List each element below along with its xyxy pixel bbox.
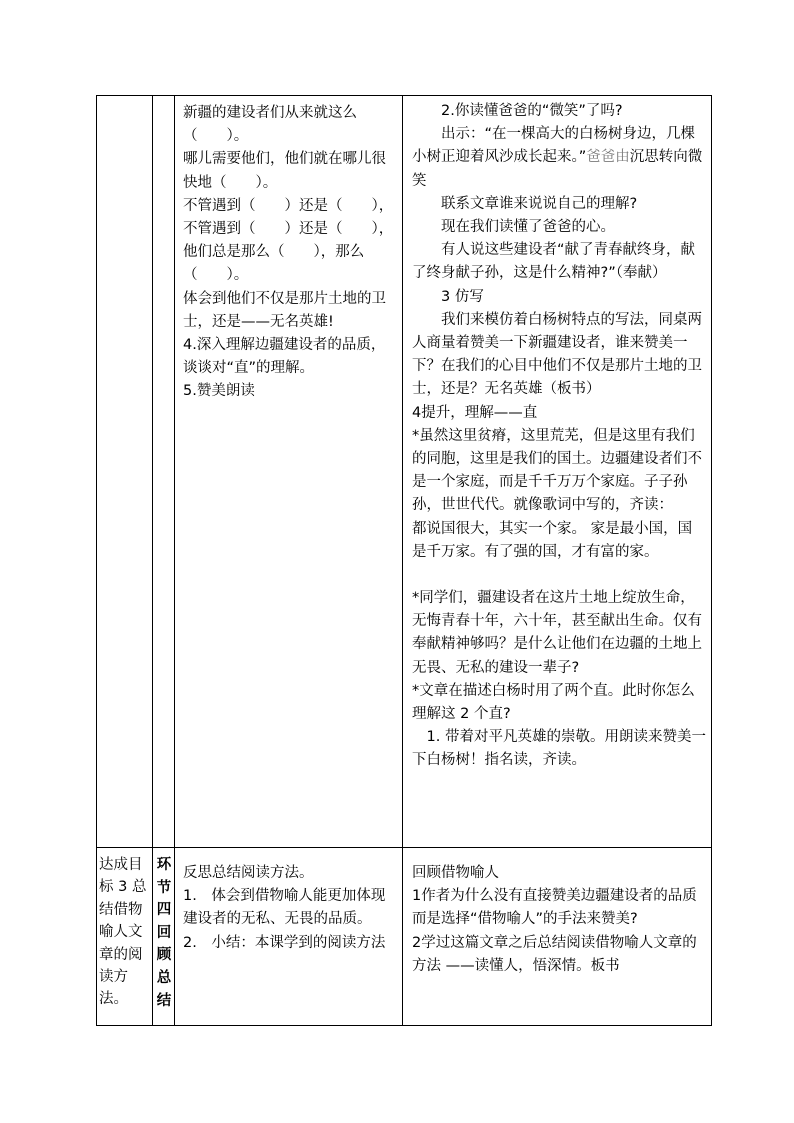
paragraph: 现在我们读懂了爸爸的心。 [441,219,615,236]
student-activity-cell [175,848,403,1026]
paragraph: *虽然这里贫瘠，这里荒芜，但是这里有我们的同胞，这里是我们的国土。边疆建设者们不是一个家庭，而是千千万万个家庭。子子孙孙，世世代代。就像歌词中写的，齐读： [412,427,702,514]
question-smile: 2.你读懂爸爸的“微笑”了吗? [441,103,623,119]
summary-line: 1. 体会到借物喻人能更加体现建设者的无私、无畏的品质。 [183,888,386,928]
understanding-line: 体会到他们不仅是那片土地的卫士，还是——无名英雄! [183,290,386,330]
display-quote: 出示：“在一棵高大的白杨树身边，几棵小树正迎着风沙成长起来。”爸爸由沉思转向微笑 [412,126,703,189]
paragraph: 联系文章谁来说说自己的理解? [441,195,638,212]
stage-cell-empty [153,96,175,848]
paragraph: 有人说这些建设者“献了青春献终身，献了终身献子孙，这是什么精神?”（奉献） [412,242,696,282]
fill-blank-line: 不管遇到（ ）还是（ ）， [183,197,394,214]
fill-blank-line: 他们总是那么（ ），那么（ ）。 [183,244,365,284]
fill-blank-line: 新疆的建设者们从来就这么（ ）。 [183,105,357,145]
goal-cell: 达成目标 3 总结借物喻人文章的阅读方法。 [97,848,153,1026]
fill-blank-line: 不管遇到（ ）还是（ ）， [183,221,394,238]
paragraph: 我们来模仿着白杨树特点的写法，同桌两人商量着赞美一下新疆建设者，谁来赞美一下？在我们的心目中他们不仅是那片土地的卫士，还是？无名英雄（板书） [412,311,702,398]
table-row [97,96,712,848]
teacher-activity-cell [403,848,712,1026]
review-line: 回顾借物喻人 [412,865,499,881]
table-row [97,848,712,1026]
step-5: 5.赞美朗读 [183,383,255,400]
fill-blank-line: 哪儿需要他们，他们就在哪儿很快地（ ）。 [183,151,386,191]
summary-line: 2. 小结：本课学到的阅读方法 [183,934,386,951]
paragraph: *文章在描述白杨时用了两个直。此时你怎么理解这 2 个直? [412,682,695,723]
heading-upgrade: 4提升，理解——直 [412,404,538,421]
review-line: 2学过这篇文章之后总结阅读借物喻人文章的方法 ——读懂人，悟深情。板书 [412,934,697,974]
paragraph: *同学们，疆建设者在这片土地上绽放生命，无悔青春十年，六十年，甚至献出生命。仅有奉献精神够吗？是什么让他们在边疆的土地上无畏、无私的建设一辈子? [412,590,702,676]
summary-line: 反思总结阅读方法。 [183,865,314,881]
heading-imitation: 3 仿写 [441,288,484,305]
paragraph: 1. 带着对平凡英雄的崇敬。用朗读来赞美一下白杨树！指名读，齐读。 [412,729,706,769]
lesson-plan-table [96,95,712,1026]
song-lyrics: 都说国很大，其实一个家。 家是最小国，国是千万家。有了强的国，才有富的家。 [412,520,693,560]
goal-cell-empty [97,96,153,848]
teacher-activity-cell [403,96,712,848]
step-4: 4.深入理解边疆建设者的品质，谈谈对“直”的理解。 [183,337,386,377]
stage-cell: 环节四回顾总结 [153,848,175,1026]
student-activity-cell [175,96,403,848]
review-line: 1作者为什么没有直接赞美边疆建设者的品质而是选择“借物喻人”的手法来赞美? [412,888,697,928]
